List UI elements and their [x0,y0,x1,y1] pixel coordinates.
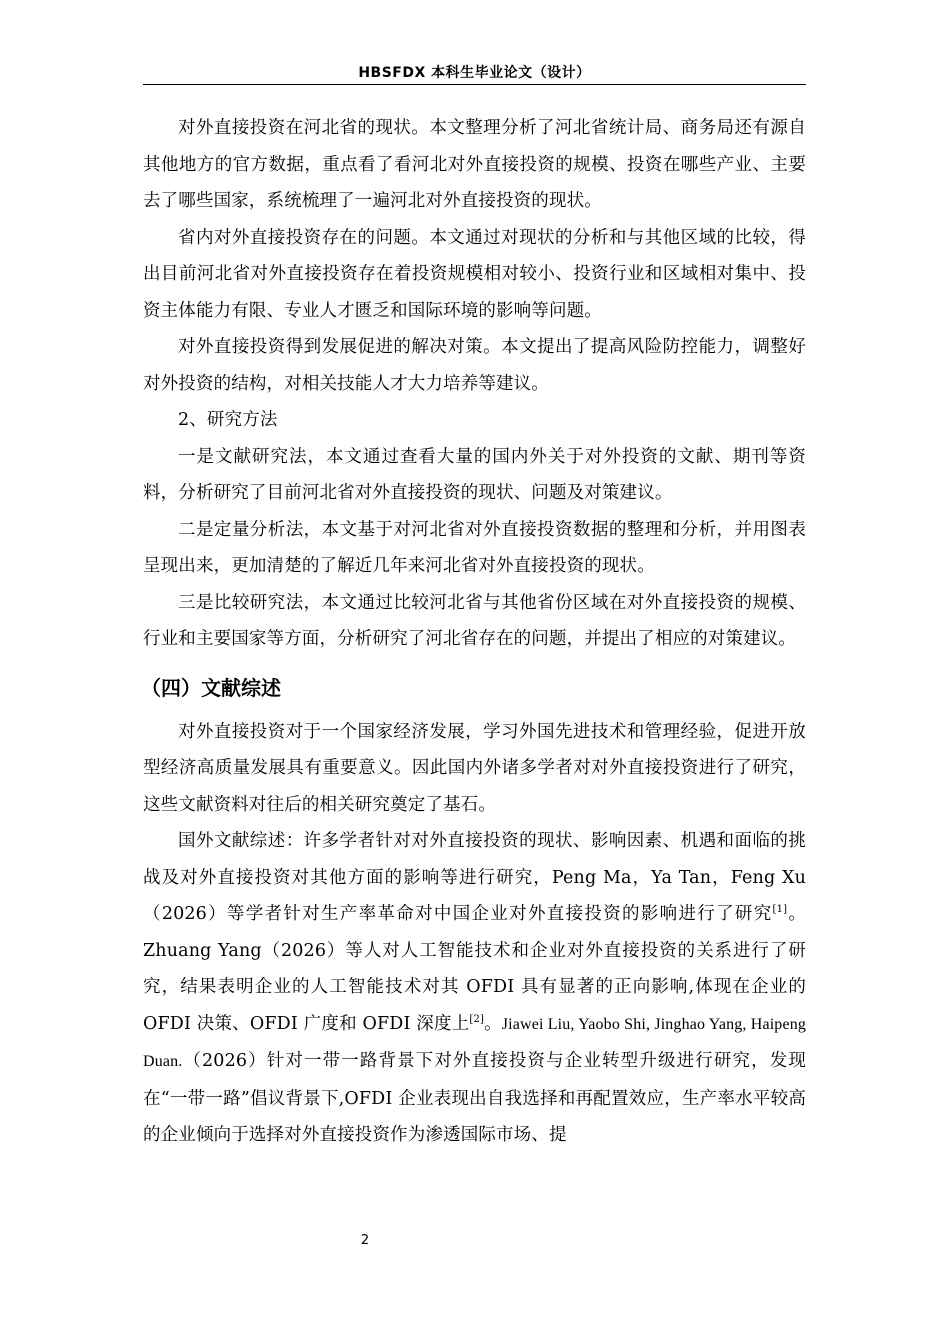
paragraph-method-comparative: 三是比较研究法，本文通过比较河北省与其他省份区域在对外直接投资的规模、行业和主要国家等方面，分析研究了河北省存在的问题，并提出了相应的对策建议。 [143,592,806,649]
running-header: HBSFDX 本科生毕业论文（设计） [358,65,591,81]
section-heading-literature-review: （四）文献综述 [141,675,281,700]
foreign-lit-text-3: 。 [484,1013,502,1034]
paragraph-problems: 省内对外直接投资存在的问题。本文通过对现状的分析和与其他区域的比较，得出目前河北省对外直接投资存在着投资规模相对较小、投资行业和区域相对集中、投资主体能力有限、专业人才匮乏和国际环境的影响等问题。 [143,227,806,321]
paragraph-lit-intro: 对外直接投资对于一个国家经济发展，学习外国先进技术和管理经验，促进开放型经济高质量发展具有重要意义。因此国内外诸多学者对对外直接投资进行了研究，这些文献资料对往后的相关研究奠定了基石。 [143,721,806,815]
citation-2: [2] [469,1013,485,1025]
paragraph-method-literature: 一是文献研究法，本文通过查看大量的国内外关于对外投资的文献、期刊等资料，分析研究了目前河北省对外直接投资的现状、问题及对策建议。 [143,446,806,503]
subheading-research-methods: 2、研究方法 [178,410,278,430]
foreign-lit-text-1: 国外文献综述：许多学者针对对外直接投资的现状、影响因素、机遇和面临的挑战及对外直接投资对其他方面的影响等进行研究，Peng Ma，Ya Tan，Feng Xu（2026）等学者针对生产率革命对中国企业对外直接投资的影响进行了研究 [143,831,806,924]
paragraph-foreign-literature [143,823,806,1154]
document-body [143,110,806,1154]
foreign-lit-text-2: 。Zhuang Yang（2026）等人对人工智能技术和企业对外直接投资的关系进行了研究，结果表明企业的人工智能技术对其 OFDI 具有显著的正向影响,体现在企业的 OFDI 决策、OFDI 广度和 OFDI 深度上 [143,904,806,1034]
paragraph-method-quantitative: 二是定量分析法，本文基于对河北省对外直接投资数据的整理和分析，并用图表呈现出来，更加清楚的了解近几年来河北省对外直接投资的现状。 [143,519,806,576]
foreign-lit-authors: Jiawei Liu, Yaobo Shi, Jinghao Yang, Haipeng Duan. [143,1015,806,1070]
foreign-lit-text-4: （2026）针对一带一路背景下对外直接投资与企业转型升级进行研究，发现在“一带一路”倡议背景下,OFDI 企业表现出自我选择和再配置效应，生产率水平较高的企业倾向于选择对外直接投资作为渗透国际市场、提 [143,1051,806,1145]
page-number: 2 [360,1233,370,1248]
paragraph-countermeasures: 对外直接投资得到发展促进的解决对策。本文提出了提高风险防控能力，调整好对外投资的结构，对相关技能人才大力培养等建议。 [143,337,806,394]
citation-1: [1] [772,904,788,916]
header-divider [143,84,806,85]
paragraph-status: 对外直接投资在河北省的现状。本文整理分析了河北省统计局、商务局还有源自其他地方的官方数据，重点看了看河北对外直接投资的规模、投资在哪些产业、主要去了哪些国家，系统梳理了一遍河北对外直接投资的现状。 [143,118,806,211]
